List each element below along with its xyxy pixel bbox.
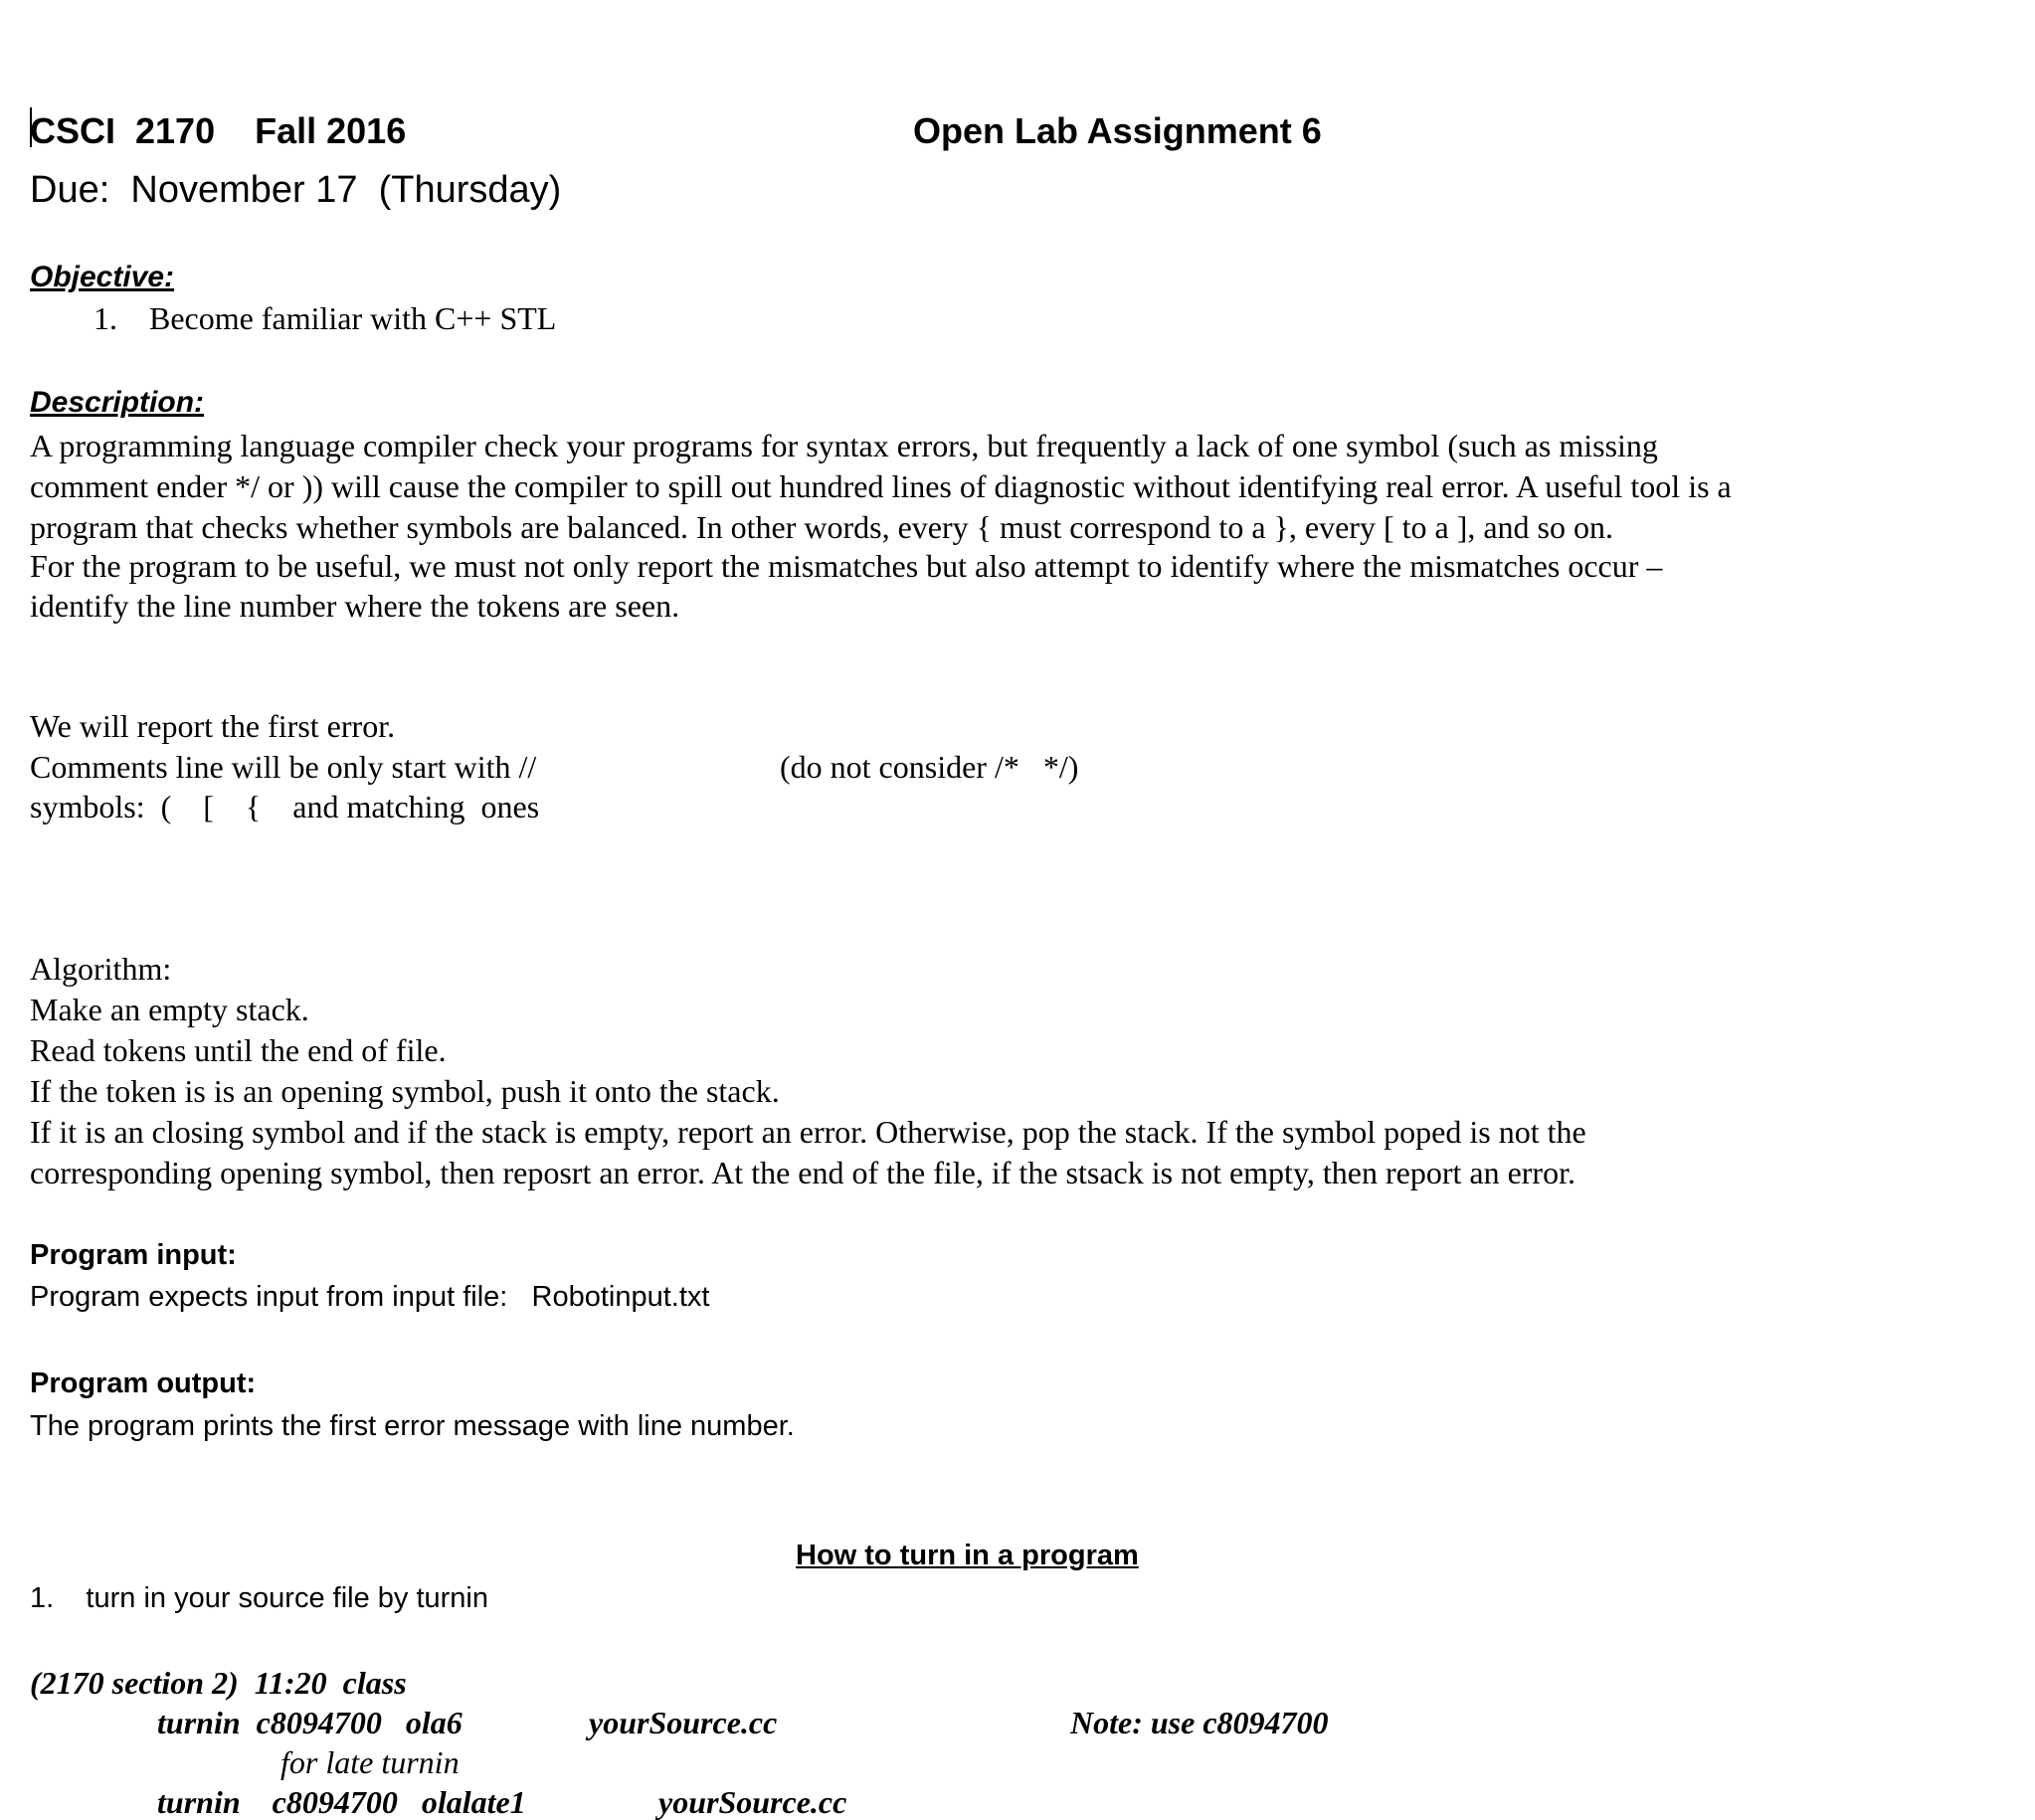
description-line: comment ender */ or )) will cause the compiler to spill out hundred lines of diagnostic without identifying real error. A useful tool is a xyxy=(30,468,1732,504)
objective-item: 1. Become familiar with C++ STL xyxy=(93,300,557,336)
algorithm-step: corresponding opening symbol, then reposrt an error. At the end of the file, if the stsack is not empty, then report an error. xyxy=(30,1155,1575,1190)
assignment-title: Open Lab Assignment 6 xyxy=(913,110,1322,151)
program-input-text: Program expects input from input file: Robotinput.txt xyxy=(30,1281,710,1313)
comments-exclusion-note: (do not consider /* */) xyxy=(780,749,1079,785)
turnin-command: turnin c8094700 ola6 xyxy=(157,1705,462,1740)
algorithm-step: Make an empty stack. xyxy=(30,992,309,1027)
algorithm-heading: Algorithm: xyxy=(30,951,172,987)
turnin-source-file: yourSource.cc xyxy=(589,1705,778,1740)
algorithm-step: If it is an closing symbol and if the stack is empty, report an error. Otherwise, pop the stack. If the symbol poped is not the xyxy=(30,1114,1586,1150)
late-turnin-label: for late turnin xyxy=(280,1744,460,1780)
course-header: CSCI 2170 Fall 2016 xyxy=(30,110,407,151)
program-output-text: The program prints the first error message with line number. xyxy=(30,1410,795,1442)
symbols-note: symbols: ( [ { and matching ones xyxy=(30,789,540,824)
program-input-heading: Program input: xyxy=(30,1239,237,1271)
late-turnin-command: turnin c8094700 olalate1 xyxy=(157,1784,526,1820)
program-output-heading: Program output: xyxy=(30,1367,257,1399)
objective-heading: Objective: xyxy=(30,261,175,293)
first-error-note: We will report the first error. xyxy=(30,708,396,744)
comments-note: Comments line will be only start with // xyxy=(30,749,537,785)
due-date: Due: November 17 (Thursday) xyxy=(30,169,562,211)
description-heading: Description: xyxy=(30,386,205,419)
section-label: (2170 section 2) 11:20 class xyxy=(30,1665,407,1701)
description-line: identify the line number where the tokens are seen. xyxy=(30,588,680,624)
turn-in-heading: How to turn in a program xyxy=(796,1540,1139,1571)
description-line: program that checks whether symbols are balanced. In other words, every { must correspond to a }, every [ to a ], and so on. xyxy=(30,509,1613,545)
late-turnin-source-file: yourSource.cc xyxy=(658,1784,847,1820)
turn-in-step: 1. turn in your source file by turnin xyxy=(30,1582,488,1614)
description-line: For the program to be useful, we must not only report the mismatches but also attempt to identify where the mismatches occur – xyxy=(30,548,1663,584)
turnin-note: Note: use c8094700 xyxy=(1070,1705,1329,1740)
algorithm-step: Read tokens until the end of file. xyxy=(30,1032,447,1068)
algorithm-step: If the token is is an opening symbol, push it onto the stack. xyxy=(30,1073,780,1109)
description-line: A programming language compiler check your programs for syntax errors, but frequently a lack of one symbol (such as missing xyxy=(30,428,1658,463)
